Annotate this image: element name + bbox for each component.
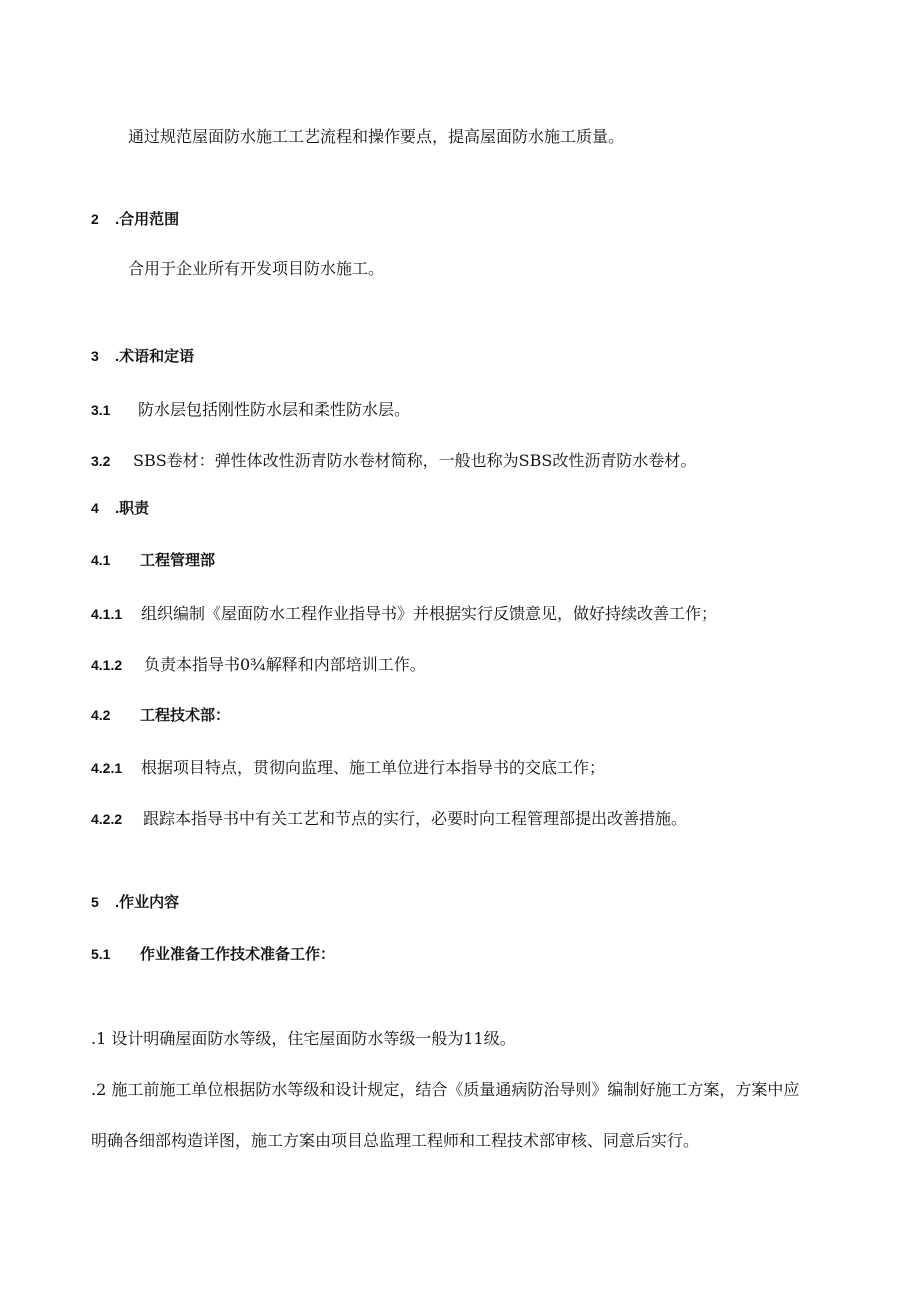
item-number: 4.2 [91,707,111,723]
item-title: 工程管理部 [140,552,216,569]
section-number: 3 [91,348,99,364]
item-number: 4.1 [91,552,111,568]
item-text: SBS卷材：弹性体改性沥青防水卷材简称，一般也称为SBS改性沥青防水卷材。 [133,451,697,470]
section-4-heading [91,498,149,519]
item-4-2 [91,704,230,725]
section-number: 4 [91,500,99,516]
section-2-text: 合用于企业所有开发项目防水施工。 [128,259,385,278]
item-number: 4.1.1 [91,606,123,622]
item-text: 根据项目特点，贯彻向监理、施工单位进行本指导书的交底工作； [141,758,606,777]
section-title: .术语和定语 [115,348,195,365]
section-2-heading [91,209,179,230]
item-text: 组织编制《屋面防水工程作业指导书》并根据实行反馈意见，做好持续改善工作； [141,604,718,623]
item-4-2-1 [91,755,605,778]
item-3-2 [91,448,696,471]
item-text: 防水层包括刚性防水层和柔性防水层。 [138,400,411,419]
item-number: 4.2.1 [91,760,123,776]
section-3-heading [91,346,194,367]
item-4-1-2 [91,652,426,675]
section-number: 2 [91,211,99,227]
item-text: 负责本指导书0¾解释和内部培训工作。 [144,655,426,674]
section-title: .合用范围 [115,211,180,228]
item-number: 3.1 [91,402,111,418]
item-5-1 [91,943,335,964]
item-4-2-2 [91,806,687,829]
purpose-paragraph: 通过规范屋面防水施工工艺流程和操作要点，提高屋面防水施工质量。 [128,127,625,146]
item-number: 3.2 [91,453,111,469]
item-number: 4.1.2 [91,657,123,673]
section-5-heading [91,892,179,913]
item-text: 跟踪本指导书中有关工艺和节点的实行，必要时向工程管理部提出改善措施。 [143,809,688,828]
section-title: .职责 [115,500,150,517]
item-3-1 [91,397,410,420]
item-title: 作业准备工作技术准备工作： [140,946,336,963]
paragraph-5-1-1: .1 设计明确屋面防水等级，住宅屋面防水等级一般为11级。 [91,1029,516,1048]
item-number: 5.1 [91,946,111,962]
item-number: 4.2.2 [91,811,123,827]
section-title: .作业内容 [115,894,180,911]
paragraph-5-1-2-continued: 明确各细部构造详图，施工方案由项目总监理工程师和工程技术部审核、同意后实行。 [91,1131,700,1150]
item-title: 工程技术部： [140,707,231,724]
item-4-1 [91,549,215,570]
section-number: 5 [91,894,99,910]
item-4-1-1 [91,601,717,624]
paragraph-5-1-2: .2 施工前施工单位根据防水等级和设计规定，结合《质量通病防治导则》编制好施工方案，方案中应 [91,1080,800,1099]
